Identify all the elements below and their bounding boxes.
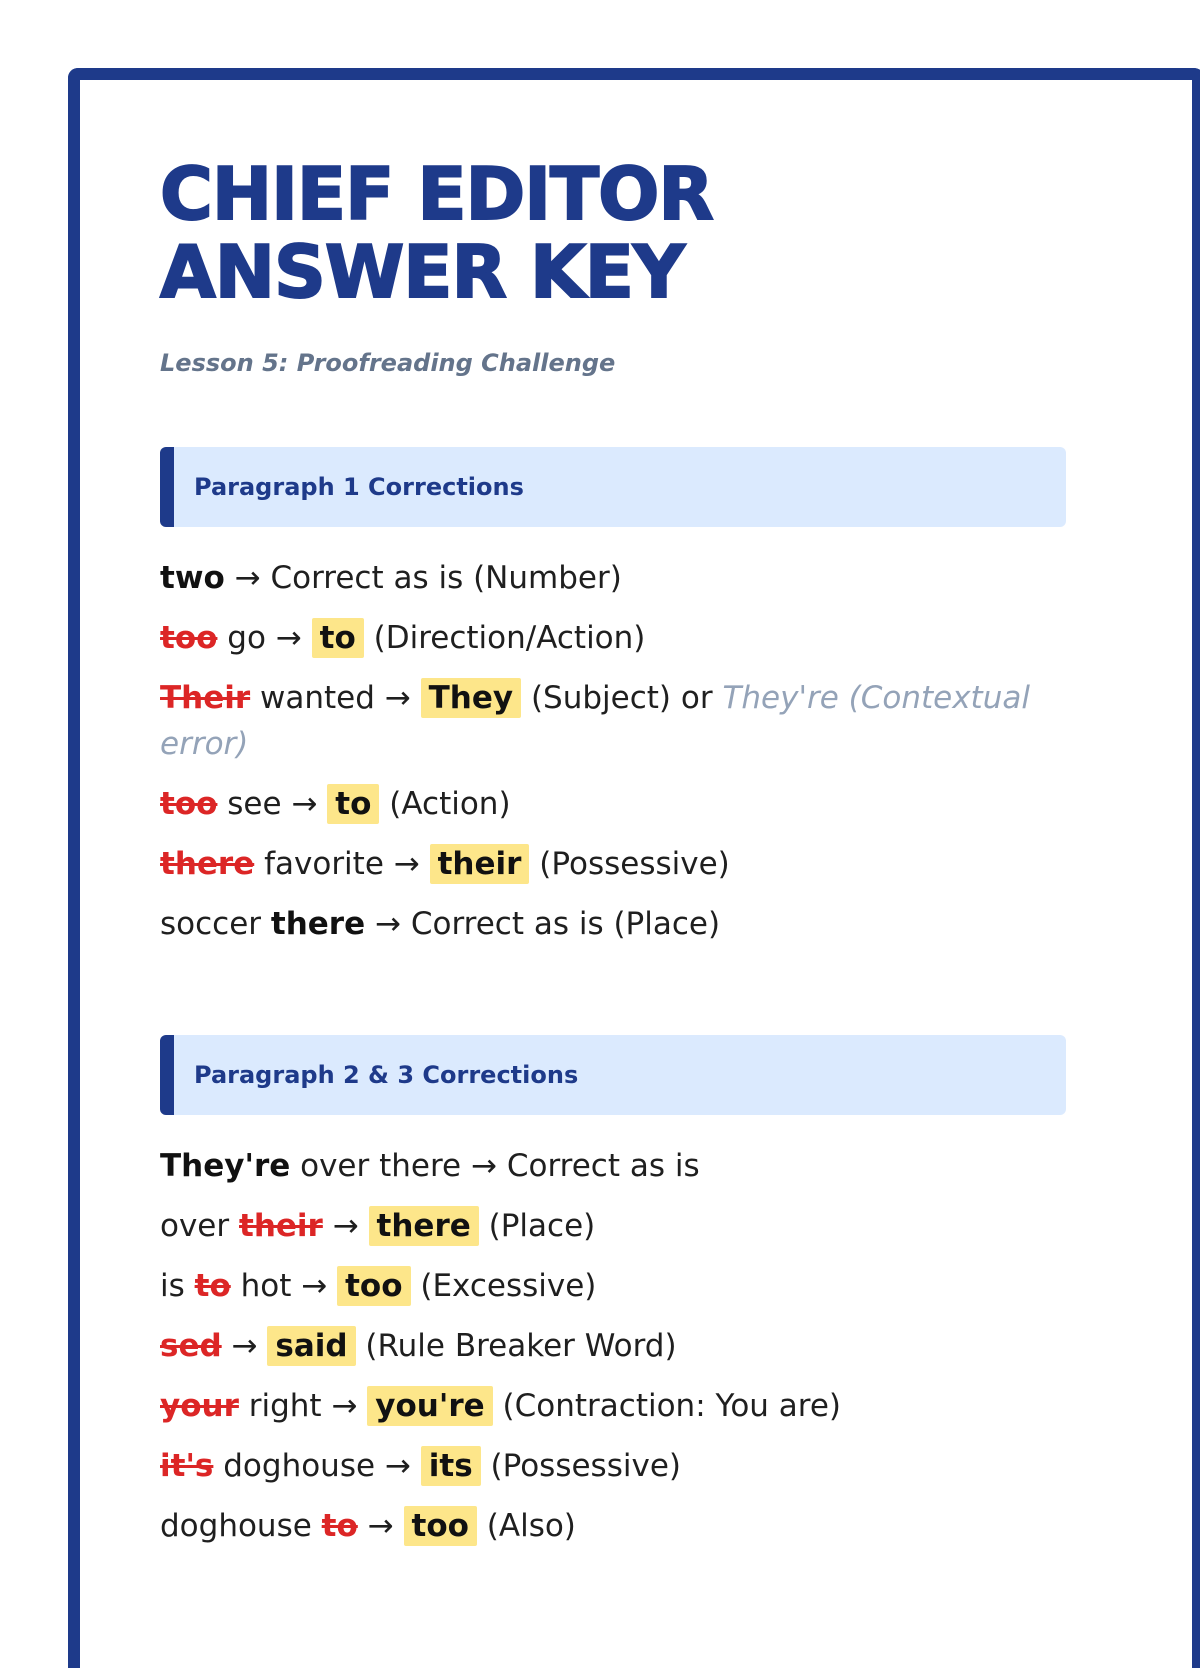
arrow: →	[331, 1388, 358, 1424]
corrected-word: said	[267, 1326, 355, 1366]
incorrect-word: your	[160, 1388, 239, 1424]
alternate-answer: They're (Contextual error)	[160, 680, 1030, 762]
incorrect-word: too	[160, 786, 218, 822]
explanation: (Contraction: You are)	[502, 1388, 842, 1424]
arrow: →	[291, 786, 318, 822]
context-word: favorite	[264, 846, 384, 882]
lesson-subtitle: Lesson 5: Proofreading Challenge	[160, 349, 616, 377]
incorrect-word: their	[239, 1208, 323, 1244]
keyword: there	[270, 906, 366, 942]
keyword: two	[160, 560, 225, 596]
incorrect-word: there	[160, 846, 255, 882]
corrected-word: They	[421, 678, 521, 718]
correction-row	[160, 781, 1066, 827]
explanation: (Direction/Action)	[373, 620, 646, 656]
correction-row	[160, 1503, 1066, 1549]
correction-row	[160, 841, 1066, 887]
corrected-word: too	[337, 1266, 410, 1306]
correction-row	[160, 555, 1066, 601]
correction-row	[160, 1203, 1066, 1249]
incorrect-word: too	[160, 620, 218, 656]
context-word: see	[227, 786, 282, 822]
correction-row	[160, 1443, 1066, 1489]
context-word: go	[227, 620, 266, 656]
explanation: (Possessive)	[539, 846, 730, 882]
corrections-list-2	[160, 1143, 1066, 1549]
arrow: →	[374, 906, 401, 942]
arrow: →	[231, 1328, 258, 1364]
incorrect-word: to	[194, 1268, 231, 1304]
answer-key-content	[160, 152, 1066, 1563]
corrections-list-1	[160, 555, 1066, 947]
keyword: They're	[160, 1148, 291, 1184]
context-word: is	[160, 1268, 185, 1304]
context-word: wanted	[260, 680, 375, 716]
corrected-word: there	[369, 1206, 479, 1246]
context-word: over	[160, 1208, 230, 1244]
explanation: Correct as is	[506, 1148, 700, 1184]
arrow: →	[470, 1148, 497, 1184]
explanation: (Excessive)	[420, 1268, 597, 1304]
explanation: (Place)	[488, 1208, 596, 1244]
corrected-word: to	[327, 784, 379, 824]
arrow: →	[384, 1448, 411, 1484]
explanation: Correct as is (Place)	[410, 906, 721, 942]
corrected-word: their	[430, 844, 530, 884]
explanation: (Subject) or	[530, 680, 713, 716]
context-word: right	[248, 1388, 322, 1424]
correction-row	[160, 1323, 1066, 1369]
correction-row	[160, 1263, 1066, 1309]
corrected-word: you're	[367, 1386, 492, 1426]
explanation: (Possessive)	[490, 1448, 681, 1484]
correction-row	[160, 1143, 1066, 1189]
arrow: →	[275, 620, 302, 656]
arrow: →	[301, 1268, 328, 1304]
correction-row	[160, 675, 1066, 767]
incorrect-word: to	[321, 1508, 358, 1544]
explanation: (Rule Breaker Word)	[365, 1328, 677, 1364]
explanation: (Action)	[389, 786, 511, 822]
correction-row	[160, 901, 1066, 947]
correction-row	[160, 1383, 1066, 1429]
corrected-word: its	[421, 1446, 481, 1486]
correction-row	[160, 615, 1066, 661]
explanation: (Also)	[486, 1508, 576, 1544]
explanation: Correct as is (Number)	[270, 560, 622, 596]
arrow: →	[367, 1508, 394, 1544]
incorrect-word: Their	[160, 680, 251, 716]
arrow: →	[384, 680, 411, 716]
arrow: →	[393, 846, 420, 882]
corrected-word: to	[312, 618, 364, 658]
arrow: →	[234, 560, 261, 596]
arrow: →	[332, 1208, 359, 1244]
section-header-paragraph-1: Paragraph 1 Corrections	[160, 447, 1066, 527]
answer-key-card	[68, 68, 1200, 1668]
title-line-1: CHIEF EDITOR	[160, 152, 713, 236]
context-word: doghouse	[160, 1508, 312, 1544]
incorrect-word: it's	[160, 1448, 214, 1484]
page-title	[160, 152, 1066, 314]
incorrect-word: sed	[160, 1328, 222, 1364]
context-word: soccer	[160, 906, 262, 942]
context-word: hot	[240, 1268, 292, 1304]
title-line-2: ANSWER KEY	[160, 230, 685, 314]
section-header-paragraph-2-3: Paragraph 2 & 3 Corrections	[160, 1035, 1066, 1115]
context-word: doghouse	[223, 1448, 376, 1484]
context-word: over there	[300, 1148, 462, 1184]
corrected-word: too	[404, 1506, 477, 1546]
